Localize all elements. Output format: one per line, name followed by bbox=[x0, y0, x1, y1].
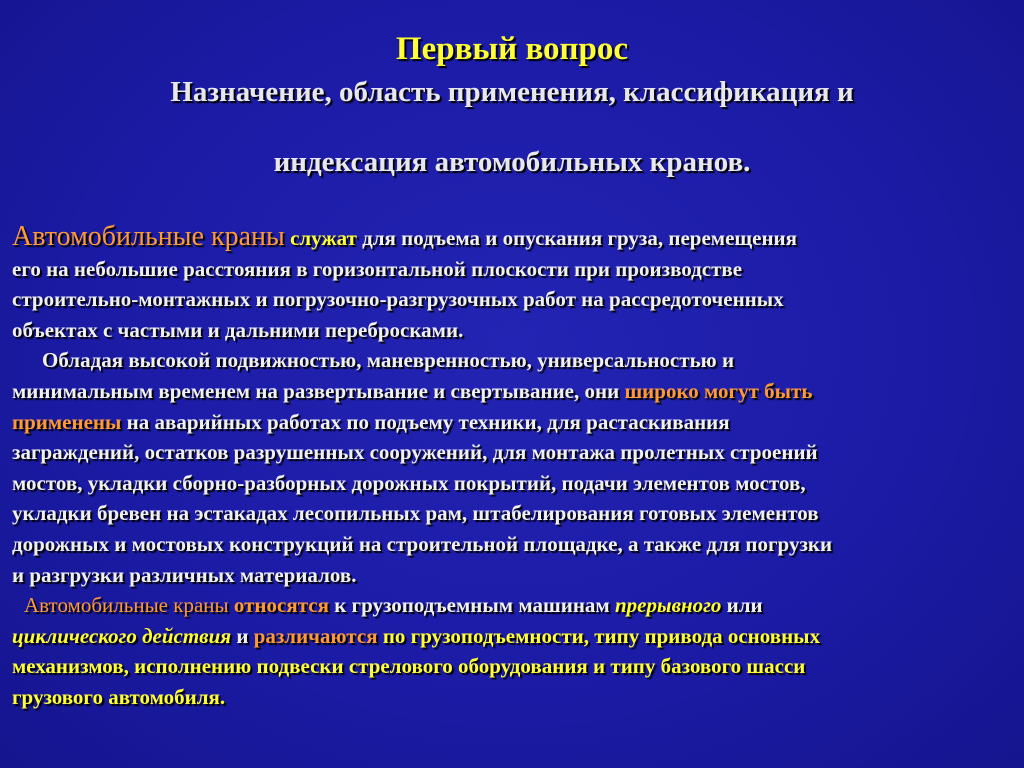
slide-body bbox=[12, 222, 1012, 713]
para2-line-3-rest: на аварийных работах по подъему техники, для растаскивания bbox=[121, 409, 730, 434]
para3-line-1 bbox=[12, 590, 1012, 621]
para2-line-8: и разгрузки различных материалов. bbox=[12, 562, 357, 587]
para3-italic-2: циклического действия bbox=[12, 623, 232, 648]
para1-line-1-rest: для подъема и опускания груза, перемещения bbox=[356, 226, 798, 250]
para2-line-2 bbox=[12, 376, 1012, 407]
para3-line-3: механизмов, исполнению подвески стрелового оборудования и типу базового шасси bbox=[12, 654, 806, 679]
slide-subtitle-line-2: индексация автомобильных кранов. bbox=[273, 146, 751, 178]
para1-term: Автомобильные краны bbox=[12, 221, 285, 252]
para1-line-3: строительно-монтажных и погрузочно-разгрузочных работ на рассредоточенных bbox=[12, 287, 784, 312]
para3-term: Автомобильные краны bbox=[24, 593, 229, 618]
para3-italic-1: прерывного bbox=[615, 593, 722, 618]
para3-line-4: грузового автомобиля. bbox=[12, 684, 226, 709]
para1-line-2: его на небольшие расстояния в горизонтальной плоскости при производстве bbox=[12, 256, 743, 281]
para2-line-4: заграждений, остатков разрушенных сооружений, для монтажа пролетных строений bbox=[12, 440, 818, 465]
para2-line-1: Обладая высокой подвижностью, маневренностью, универсальностью и bbox=[42, 348, 735, 373]
para2-line-3 bbox=[12, 407, 1012, 438]
slide-title: Первый вопрос bbox=[395, 31, 629, 67]
para2-line-5: мостов, укладки сборно-разборных дорожных покрытий, подачи элементов мостов, bbox=[12, 470, 806, 495]
para2-line-6: укладки бревен на эстакадах лесопильных рам, штабелирования готовых элементов bbox=[12, 501, 819, 526]
para3-line-2 bbox=[12, 621, 1012, 652]
para1-verb: служат bbox=[290, 226, 357, 250]
para3-line-1-mid: к грузоподъемным машинам bbox=[328, 593, 615, 618]
para3-line-1-end: или bbox=[721, 593, 763, 618]
para2-line-2-start: минимальным временем на развертывание и свертывание, они bbox=[12, 378, 625, 403]
para2-highlight-1: широко могут быть bbox=[624, 378, 813, 403]
para3-verb-2: различаются bbox=[253, 623, 378, 648]
slide-subtitle-line-1: Назначение, область применения, классификация и bbox=[170, 76, 854, 108]
para2-line-7: дорожных и мостовых конструкций на строительной площадке, а также для погрузки bbox=[12, 531, 833, 556]
para1-line-4: объектах с частыми и дальними перебросками. bbox=[12, 317, 464, 342]
para2-highlight-2: применены bbox=[12, 409, 122, 434]
para3-verb: относятся bbox=[233, 593, 329, 618]
para3-and: и bbox=[231, 623, 254, 648]
para3-line-2-rest: по грузоподъемности, типу привода основных bbox=[377, 623, 821, 648]
para1-line-1 bbox=[12, 222, 1012, 254]
